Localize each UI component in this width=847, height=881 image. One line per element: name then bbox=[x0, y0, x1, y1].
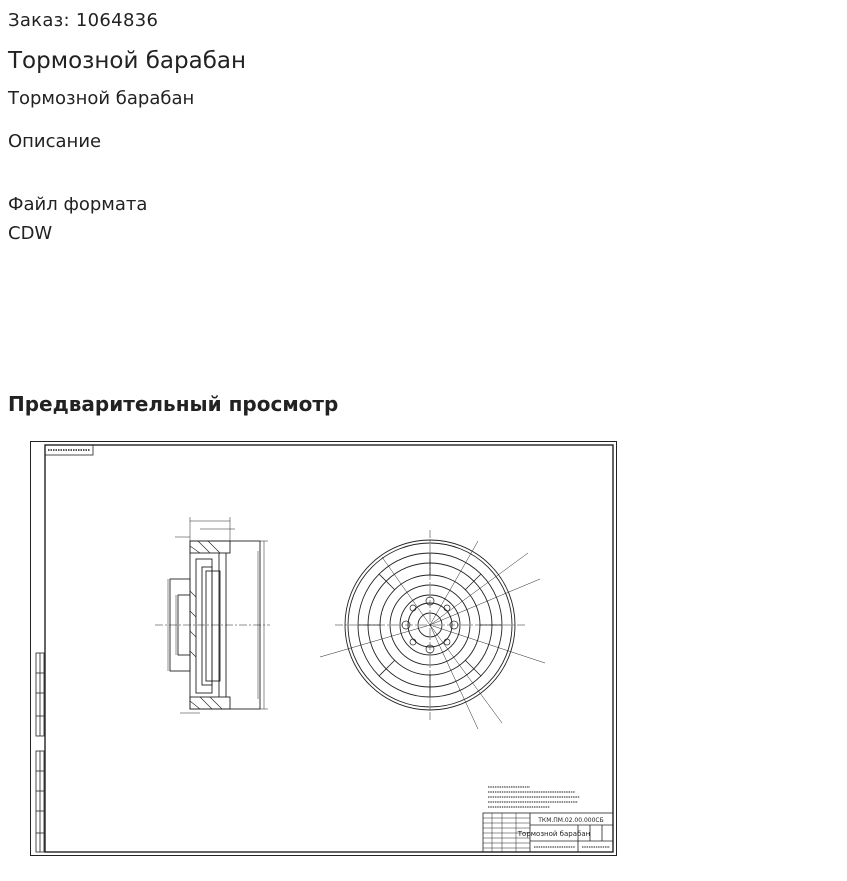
preview-heading: Предварительный просмотр bbox=[8, 392, 339, 416]
drawing-preview-svg bbox=[30, 441, 617, 856]
drawing-preview-image bbox=[30, 441, 617, 856]
stamp-document-code: ТКМ.ПМ.02.00.000СБ bbox=[538, 817, 604, 824]
sheet-outer-border bbox=[31, 442, 617, 856]
product-subtitle: Тормозной барабан bbox=[8, 88, 195, 109]
stamp-part-name: Тормозной барабан bbox=[517, 830, 591, 838]
order-number: Заказ: 1064836 bbox=[8, 10, 159, 31]
file-format-value: CDW bbox=[8, 223, 53, 244]
file-format-label: Файл формата bbox=[8, 194, 148, 215]
product-title: Тормозной барабан bbox=[8, 48, 247, 74]
description-heading: Описание bbox=[8, 131, 102, 152]
